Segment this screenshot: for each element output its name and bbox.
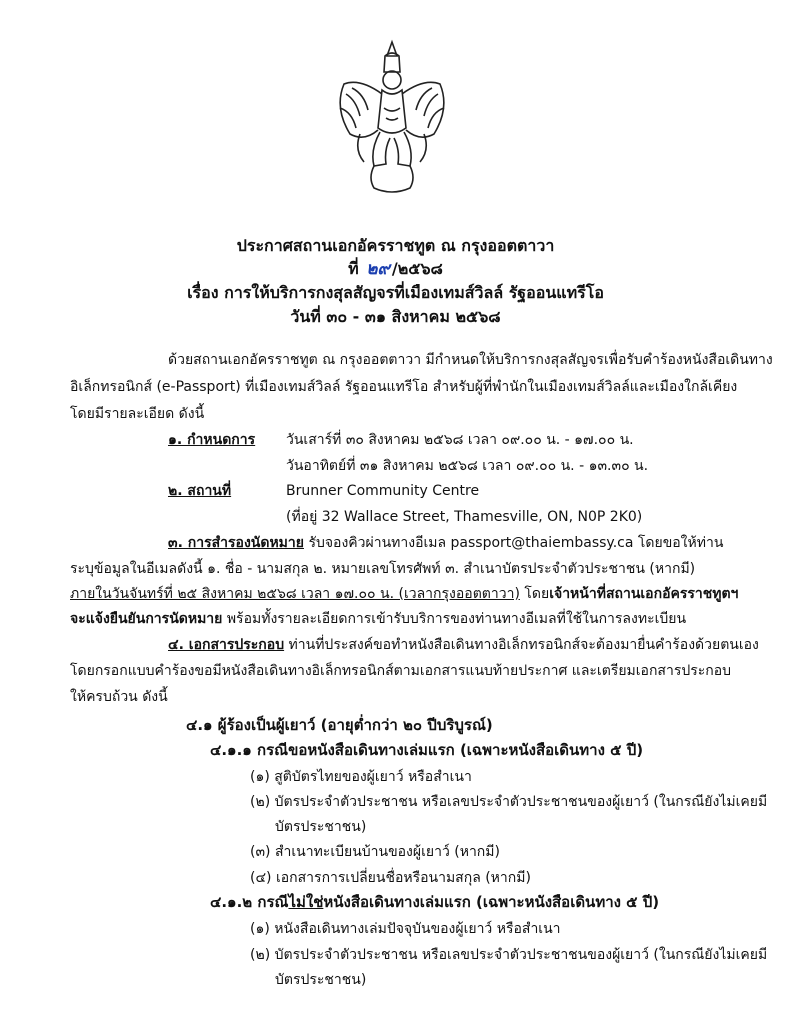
first-item-3: (๓) สำเนาทะเบียนบ้านของผู้เยาว์ (หากมี) (250, 844, 500, 860)
intro-line-3: โดยมีรายละเอียด ดังนี้ (70, 406, 205, 422)
second-case-not: ไม่ใช่ (288, 893, 324, 911)
second-item-1: (๑) หนังสือเดินทางเล่มปัจจุบันของผู้เยาว์ หรือสำเนา (250, 921, 561, 937)
documents-label: ๔. เอกสารประกอบ (168, 637, 285, 653)
documents-line-3: ให้ครบถ้วน ดังนี้ (70, 689, 168, 705)
booking-line-1 (168, 534, 723, 552)
booking-text-3: โดย (524, 586, 550, 602)
booking-label: ๓. การสำรองนัดหมาย (168, 535, 304, 551)
second-case-pre: ๔.๑.๒ กรณี (210, 893, 289, 911)
announcement-subject: เรื่อง การให้บริการกงสุลสัญจรที่เมืองเทมส์วิลล์ รัฐออนแทรีโอ (187, 283, 604, 302)
documents-text-1: ท่านที่ประสงค์ขอทำหนังสือเดินทางอิเล็กทรอนิกส์จะต้องมายื่นคำร้องด้วยตนเอง (288, 637, 759, 653)
intro-line-2: อิเล็กทรอนิกส์ (e-Passport) ที่เมืองเทมส์วิลล์ รัฐออนแทรีโอ สำหรับผู้ที่พำนักในเมืองเทมส์วิลล์และเมืองใกล้เคียง (70, 379, 738, 395)
first-case-heading: ๔.๑.๑ กรณีขอหนังสือเดินทางเล่มแรก (เฉพาะหนังสือเดินทาง ๕ ปี) (210, 741, 644, 759)
venue-label: ๒. สถานที่ (168, 483, 232, 499)
announcement-number (0, 259, 791, 279)
booking-line-4 (70, 610, 686, 628)
venue-name: Brunner Community Centre (286, 483, 480, 499)
second-case-post: หนังสือเดินทางเล่มแรก (เฉพาะหนังสือเดินทาง ๕ ปี) (323, 893, 660, 911)
booking-line-3 (70, 585, 738, 603)
number-suffix: /๒๕๖๘ (391, 259, 443, 278)
handwritten-number: ๒๙ (366, 259, 390, 279)
schedule-day-2: วันอาทิตย์ที่ ๓๑ สิงหาคม ๒๕๖๘ เวลา ๐๙.๐๐ น. - ๑๓.๓๐ น. (286, 458, 649, 474)
booking-confirm: จะแจ้งยืนยันการนัดหมาย (70, 611, 223, 627)
booking-deadline: ภายในวันจันทร์ที่ ๒๕ สิงหาคม ๒๕๖๘ เวลา ๑๗.๐๐ น. (เวลากรุงออตตาวา) (70, 586, 520, 602)
first-item-1: (๑) สูติบัตรไทยของผู้เยาว์ หรือสำเนา (250, 769, 472, 785)
intro-line-1: ด้วยสถานเอกอัครราชทูต ณ กรุงออตตาวา มีกำหนดให้บริการกงสุลสัญจรเพื่อรับคำร้องหนังสือเดินทาง (168, 352, 773, 368)
venue-address: (ที่อยู่ 32 Wallace Street, Thamesville, ON, N0P 2K0) (286, 509, 643, 525)
booking-staff: เจ้าหน้าที่สถานเอกอัครราชทูตฯ (549, 586, 739, 602)
minor-heading: ๔.๑ ผู้ร้องเป็นผู้เยาว์ (อายุต่ำกว่า ๒๐ ปีบริบูรณ์) (186, 716, 493, 734)
booking-line-2: ระบุข้อมูลในอีเมลดังนี้ ๑. ชื่อ - นามสกุล ๒. หมายเลขโทรศัพท์ ๓. สำเนาบัตรประจำตัวประชาชน (หากมี) (70, 561, 696, 577)
second-case-heading (210, 893, 659, 911)
first-item-4: (๔) เอกสารการเปลี่ยนชื่อหรือนามสกุล (หากมี) (250, 870, 531, 886)
second-item-2-cont: บัตรประชาชน) (275, 972, 367, 988)
documents-line-2: โดยกรอกแบบคำร้องขอมีหนังสือเดินทางอิเล็กทรอนิกส์ตามเอกสารแนบท้ายประกาศ และเตรียมเอกสารประกอบ (70, 663, 732, 679)
second-item-2: (๒) บัตรประจำตัวประชาชน หรือเลขประจำตัวประชาชนของผู้เยาว์ (ในกรณียังไม่เคยมี (250, 947, 768, 963)
first-item-2: (๒) บัตรประจำตัวประชาชน หรือเลขประจำตัวประชาชนของผู้เยาว์ (ในกรณียังไม่เคยมี (250, 794, 768, 810)
booking-text-4: พร้อมทั้งรายละเอียดการเข้ารับบริการของท่านทางอีเมลที่ใช้ในการลงทะเบียน (226, 611, 687, 627)
garuda-emblem-icon (330, 38, 454, 198)
first-item-2-cont: บัตรประชาชน) (275, 819, 367, 835)
number-prefix: ที่ (348, 259, 359, 278)
documents-line-1 (168, 636, 759, 654)
announcement-date: วันที่ ๓๐ - ๓๑ สิงหาคม ๒๕๖๘ (290, 307, 501, 326)
schedule-label: ๑. กำหนดการ (168, 432, 256, 448)
announcement-title: ประกาศสถานเอกอัครราชทูต ณ กรุงออตตาวา (236, 236, 555, 255)
schedule-day-1: วันเสาร์ที่ ๓๐ สิงหาคม ๒๕๖๘ เวลา ๐๙.๐๐ น. - ๑๗.๐๐ น. (286, 432, 634, 448)
booking-text-1: รับจองคิวผ่านทางอีเมล passport@thaiembassy.ca โดยขอให้ท่าน (308, 535, 724, 551)
